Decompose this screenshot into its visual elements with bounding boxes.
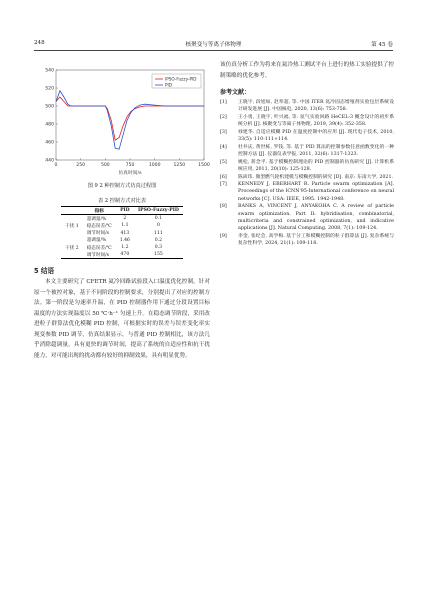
x-tick-label: 250 xyxy=(76,163,86,168)
x-tick-label: 1250 xyxy=(173,163,186,168)
y-tick-label: 520 xyxy=(45,86,54,92)
references-title: 参考文献： xyxy=(220,89,251,96)
conclusion-paragraph: 本文主要研究了 CFETR 氦冷回路试验段入口温度优化控制。针对原一个被控对象，基于不同阶段的控制要求，分别提出了对应的控制方法。第一阶段是匀速率升温，在 PID 控制器作用下通过分段设置目标温度的方法实现温度以 50 ℃·h⁻¹ 匀速上升。在稳态调节阶段，采用改进粒子群算法优化模糊 PID 控制，可根据实时的误差与误差变化率实现变参数 PID 调节，仿真结果显示，与普通 PID 控制相比，该方法几乎消除超调量，具有更快的调节时间，提高了系统的自适应性和抗干扰能力，对可能出现的扰动都有较好的抑制效果，具有明显优势。 xyxy=(34,279,210,359)
x-tick-label: 750 xyxy=(125,163,135,168)
reference-item xyxy=(220,203,394,232)
table-cell: 111 xyxy=(154,230,163,236)
table-cell: 1.2 xyxy=(121,245,129,251)
table-cell: 2 xyxy=(123,216,127,222)
series-line-ipso-fuzzy-pid xyxy=(56,97,204,140)
reference-item xyxy=(220,129,394,143)
table-header-cell: IPSO-Fuzzy-PID xyxy=(137,208,179,214)
table-cell: 1.46 xyxy=(119,237,130,243)
figure-9 xyxy=(34,60,210,189)
reference-number: [9] xyxy=(220,233,227,239)
control-comparison-table xyxy=(61,206,183,259)
reference-list xyxy=(220,99,394,247)
x-tick-label: 500 xyxy=(100,163,110,168)
y-tick-label: 540 xyxy=(45,68,54,74)
table-cell: 稳态误差/℃ xyxy=(86,223,112,229)
group-label: 干扰 2 xyxy=(65,245,79,251)
reference-number: [3] xyxy=(220,129,227,135)
y-tick-label: 460 xyxy=(45,140,54,146)
reference-number: [7] xyxy=(220,182,227,188)
simulation-chart xyxy=(34,60,210,180)
table-cell: 0 xyxy=(156,223,160,229)
reference-item xyxy=(220,144,394,158)
x-tick-label: 1500 xyxy=(198,163,210,168)
table-row xyxy=(61,215,183,223)
table-cell: 稳态误差/℃ xyxy=(86,245,112,251)
reference-item xyxy=(220,99,394,113)
x-axis-label: 仿真时间/s xyxy=(118,171,142,176)
page-number: 248 xyxy=(34,40,45,46)
reference-text: 杜井庆, 黄世栋, 罗钱, 等. 基于 PID 算法的控制参数任意函数变化的一种控制方法 [J]. 仪器仪表学报, 2011, 32(6): 1317-1323. xyxy=(238,144,394,157)
reference-item xyxy=(220,233,394,247)
table-cell: 1.1 xyxy=(121,223,129,229)
table-cell: 0.3 xyxy=(154,245,163,251)
reference-number: [2] xyxy=(220,114,227,120)
reference-text: 禄建华. 自适应模糊 PID 在温度控制中的应用 [J]. 现代电子技术, 2010, 33(5): 110-111+114. xyxy=(238,129,394,143)
y-tick-label: 500 xyxy=(45,104,54,110)
reference-text: 姚松, 蒋念平. 基于模糊控制理论的 PID 控制器的仿真研究 [J]. 计算机系统应用, 2011, 20(10): 125-128. xyxy=(238,159,394,172)
reference-item xyxy=(220,174,394,181)
table-row xyxy=(61,237,183,244)
reference-number: [4] xyxy=(220,144,227,150)
conclusion-continuation: 该仿真分析工作为将来在氦冷热工测试平台上进行的热工实验提供了控制策略的优化参考。 xyxy=(220,62,394,79)
y-tick-label: 440 xyxy=(45,158,54,164)
table-cell: 超调量/% xyxy=(86,216,107,222)
table-cell: 调节时间/s xyxy=(86,252,109,258)
table-cell: 超调量/% xyxy=(86,238,107,244)
table-cell: 0.1 xyxy=(154,216,163,222)
reference-text: 王晓宇, 段旭如, 赵奉超, 等. 中国 ITER 氦冷固态增殖剂实验包层系统设计研发进展 [J]. 中国核电, 2020, 13(6): 753-758. xyxy=(238,100,394,113)
reference-text: 王小勇, 王晓宇, 叶兴福, 等. 氦气实验回路 HeCEL-3 概念设计的初步系统分析 [J]. 核聚变与等离子体物理, 2019, 39(4): 352-358. xyxy=(238,114,394,128)
table-header-cell xyxy=(61,207,83,215)
reference-number: [8] xyxy=(220,204,227,210)
journal-title: 核聚变与等离子体物理 xyxy=(185,42,242,48)
left-column xyxy=(34,60,210,361)
y-tick-label: 480 xyxy=(45,122,54,128)
header-rule xyxy=(34,50,393,51)
reference-text: BANKS A, VINCENT J, ANYAKOHA C. A review of particle swarm optimization. Part II: hybridisation, combinatorial, multicriteria and constrained optimization, and indicative applications [J]. Natural Computing, 2008, 7(1): 109-124. xyxy=(238,204,394,231)
volume-label: 第 45 卷 xyxy=(371,42,393,48)
reference-text: 陈尚玮. 微型燃气轮机建模与模糊控制的研究 [D]. 南京: 东南大学, 2021. xyxy=(238,174,394,180)
reference-text: KENNEDY J, EBERHART R. Particle swarm optimization [A]. Proceedings of the ICNN'95-International conference on neural networks [C]. USA: IEEE, 1995. 1942-1948. xyxy=(238,182,394,202)
legend-label: PID xyxy=(165,82,172,88)
reference-item xyxy=(220,181,394,203)
table-cell: 0.2 xyxy=(154,237,163,243)
right-column xyxy=(220,60,394,248)
table-cell: 155 xyxy=(154,252,163,258)
table-cell: 470 xyxy=(120,252,130,258)
table-header-row xyxy=(61,207,183,215)
table-cell: 413 xyxy=(120,230,130,236)
legend-label: IPSO-Fuzzy-PID xyxy=(165,76,197,82)
table-header-cell: PID xyxy=(120,208,130,214)
table-header-cell: 指标 xyxy=(94,208,104,214)
reference-item xyxy=(220,159,394,173)
reference-text: 李金, 张纪会, 高学梅. 基于分工和模糊控制的粒子群算法 [J]. 复杂系统与复杂性科学, 2024, 21(1): 109-118. xyxy=(238,233,394,246)
series-line-pid xyxy=(56,91,204,150)
figure-caption: 图 9 2 种控制方式仿真过程图 xyxy=(87,183,157,189)
reference-item xyxy=(220,114,394,128)
reference-number: [5] xyxy=(220,159,227,165)
reference-number: [1] xyxy=(220,100,227,105)
x-tick-label: 0 xyxy=(54,163,58,168)
table-cell: 调节时间/s xyxy=(86,231,109,237)
x-tick-label: 1000 xyxy=(148,163,161,168)
reference-number: [6] xyxy=(220,174,227,180)
section-title-conclusion: 5 结语 xyxy=(34,267,55,276)
table-caption: 表 2 控制方式对比表 xyxy=(97,198,147,204)
group-label: 干扰 1 xyxy=(65,223,79,229)
